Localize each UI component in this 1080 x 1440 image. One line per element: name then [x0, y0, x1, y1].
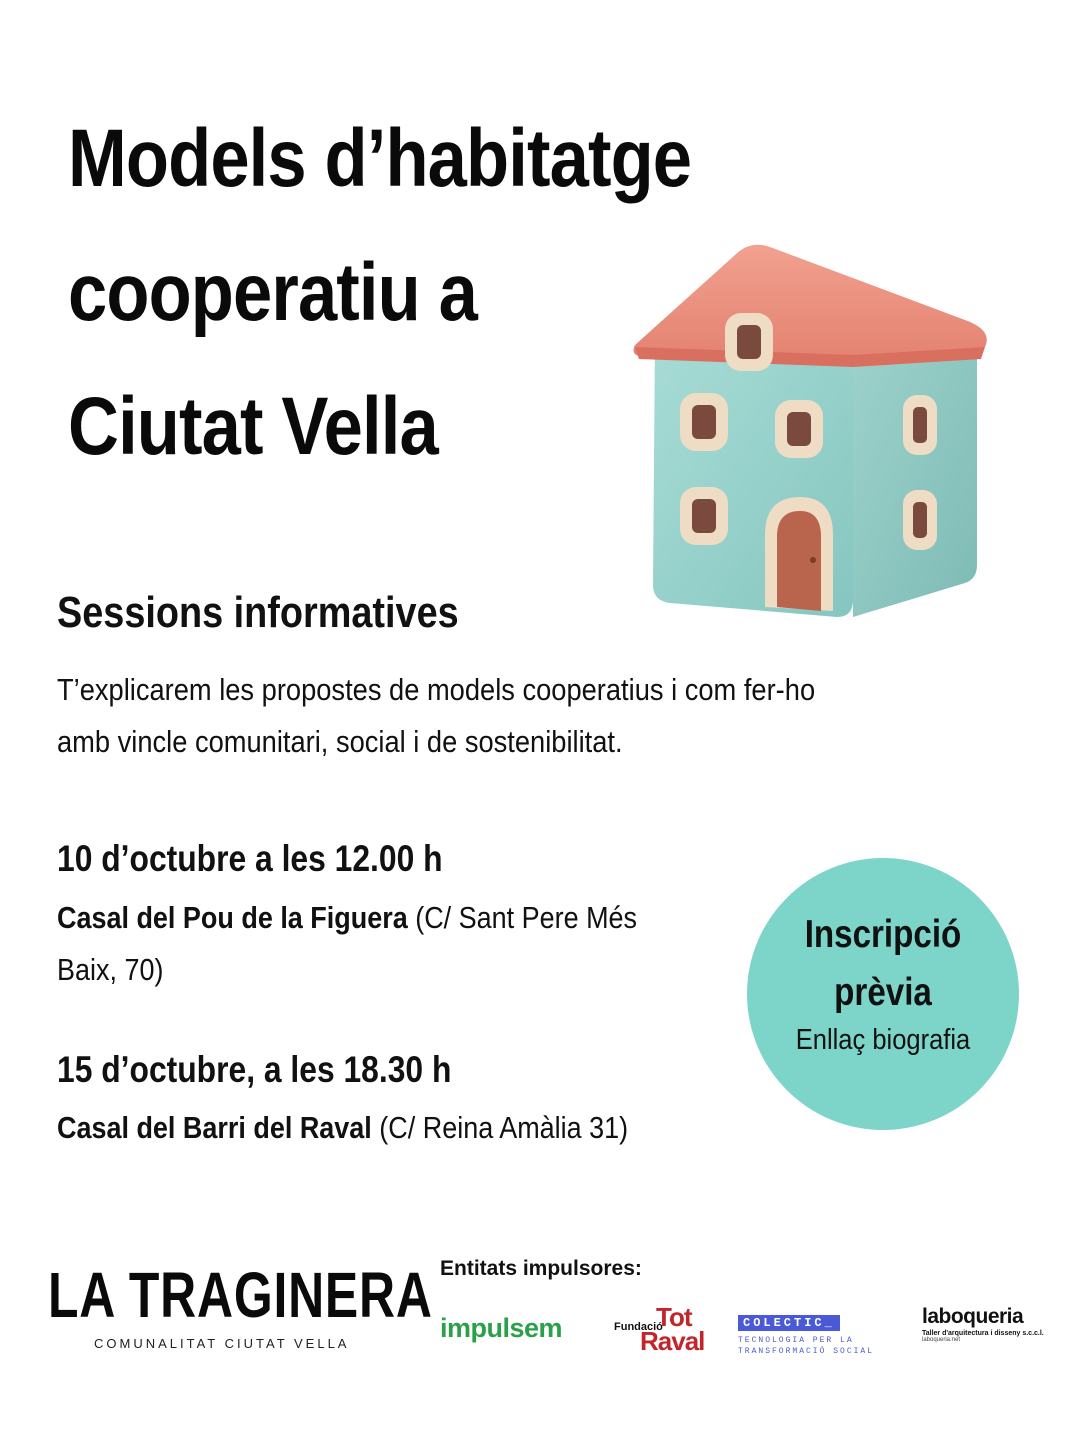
laboqueria-url: laboqueria.net [922, 1337, 961, 1343]
raval-word-1: Tot [656, 1302, 692, 1332]
badge-line-2: prèvia [834, 971, 932, 1014]
colectic-tagline: TECNOLOGIA PER LA TRANSFORMACIÓ SOCIAL [738, 1336, 875, 1356]
badge-subtitle: Enllaç biografia [795, 1024, 971, 1056]
session-1-address: (C/ Sant Pere Més [407, 900, 638, 935]
laboqueria-logo [922, 1305, 1062, 1343]
title-line-1: Models d’habitatge [68, 113, 692, 204]
registration-badge [747, 858, 1019, 1130]
raval-word-2: Raval [640, 1326, 705, 1356]
session-1-venue [57, 892, 840, 996]
colectic-logo [738, 1313, 888, 1357]
title-line-2: cooperatiu a [68, 247, 477, 338]
intro-line-2: amb vincle comunitari, social i de sostenibilitat. [57, 724, 623, 759]
page-title [68, 92, 722, 494]
raval-prefix: Fundació [614, 1321, 663, 1333]
session-2-venue [57, 1102, 840, 1154]
colectic-name: COLECTIC_ [738, 1315, 840, 1331]
session-2-venue-line-1 [57, 1102, 840, 1154]
section-heading: Sessions informatives [57, 588, 459, 637]
la-traginera-logo [48, 1258, 433, 1358]
session-2-address: (C/ Reina Amàlia 31) [371, 1110, 629, 1145]
session-1-venue-line-1 [57, 892, 840, 944]
badge-title [767, 906, 998, 1022]
session-1-address-line-2: Baix, 70) [57, 952, 164, 987]
session-1-venue-name: Casal del Pou de la Figuera [57, 900, 408, 935]
impulsem-logo: impulsem [440, 1313, 563, 1343]
session-1-date: 10 d’octubre a les 12.00 h [57, 838, 443, 879]
session-2-date: 15 d’octubre, a les 18.30 h [57, 1049, 452, 1090]
house-icon [625, 235, 995, 625]
laboqueria-name: laboqueria [922, 1305, 1024, 1328]
laboqueria-tagline: Taller d'arquitectura i disseny s.c.c.l. [922, 1330, 1044, 1337]
intro-line-1: T’explicarem les propostes de models cooperatius i com fer-ho [57, 672, 816, 707]
title-line-3: Ciutat Vella [68, 381, 438, 472]
session-2-venue-name: Casal del Barri del Raval [57, 1110, 372, 1145]
logo-subtitle: COMUNALITAT CIUTAT VELLA [94, 1336, 350, 1351]
fundacio-tot-raval-logo [612, 1302, 704, 1360]
sponsors-heading: Entitats impulsores: [440, 1257, 642, 1280]
badge-line-1: Inscripció [804, 913, 962, 956]
logo-wordmark: LA TRAGINERA [48, 1259, 433, 1331]
intro-text [57, 664, 1007, 768]
